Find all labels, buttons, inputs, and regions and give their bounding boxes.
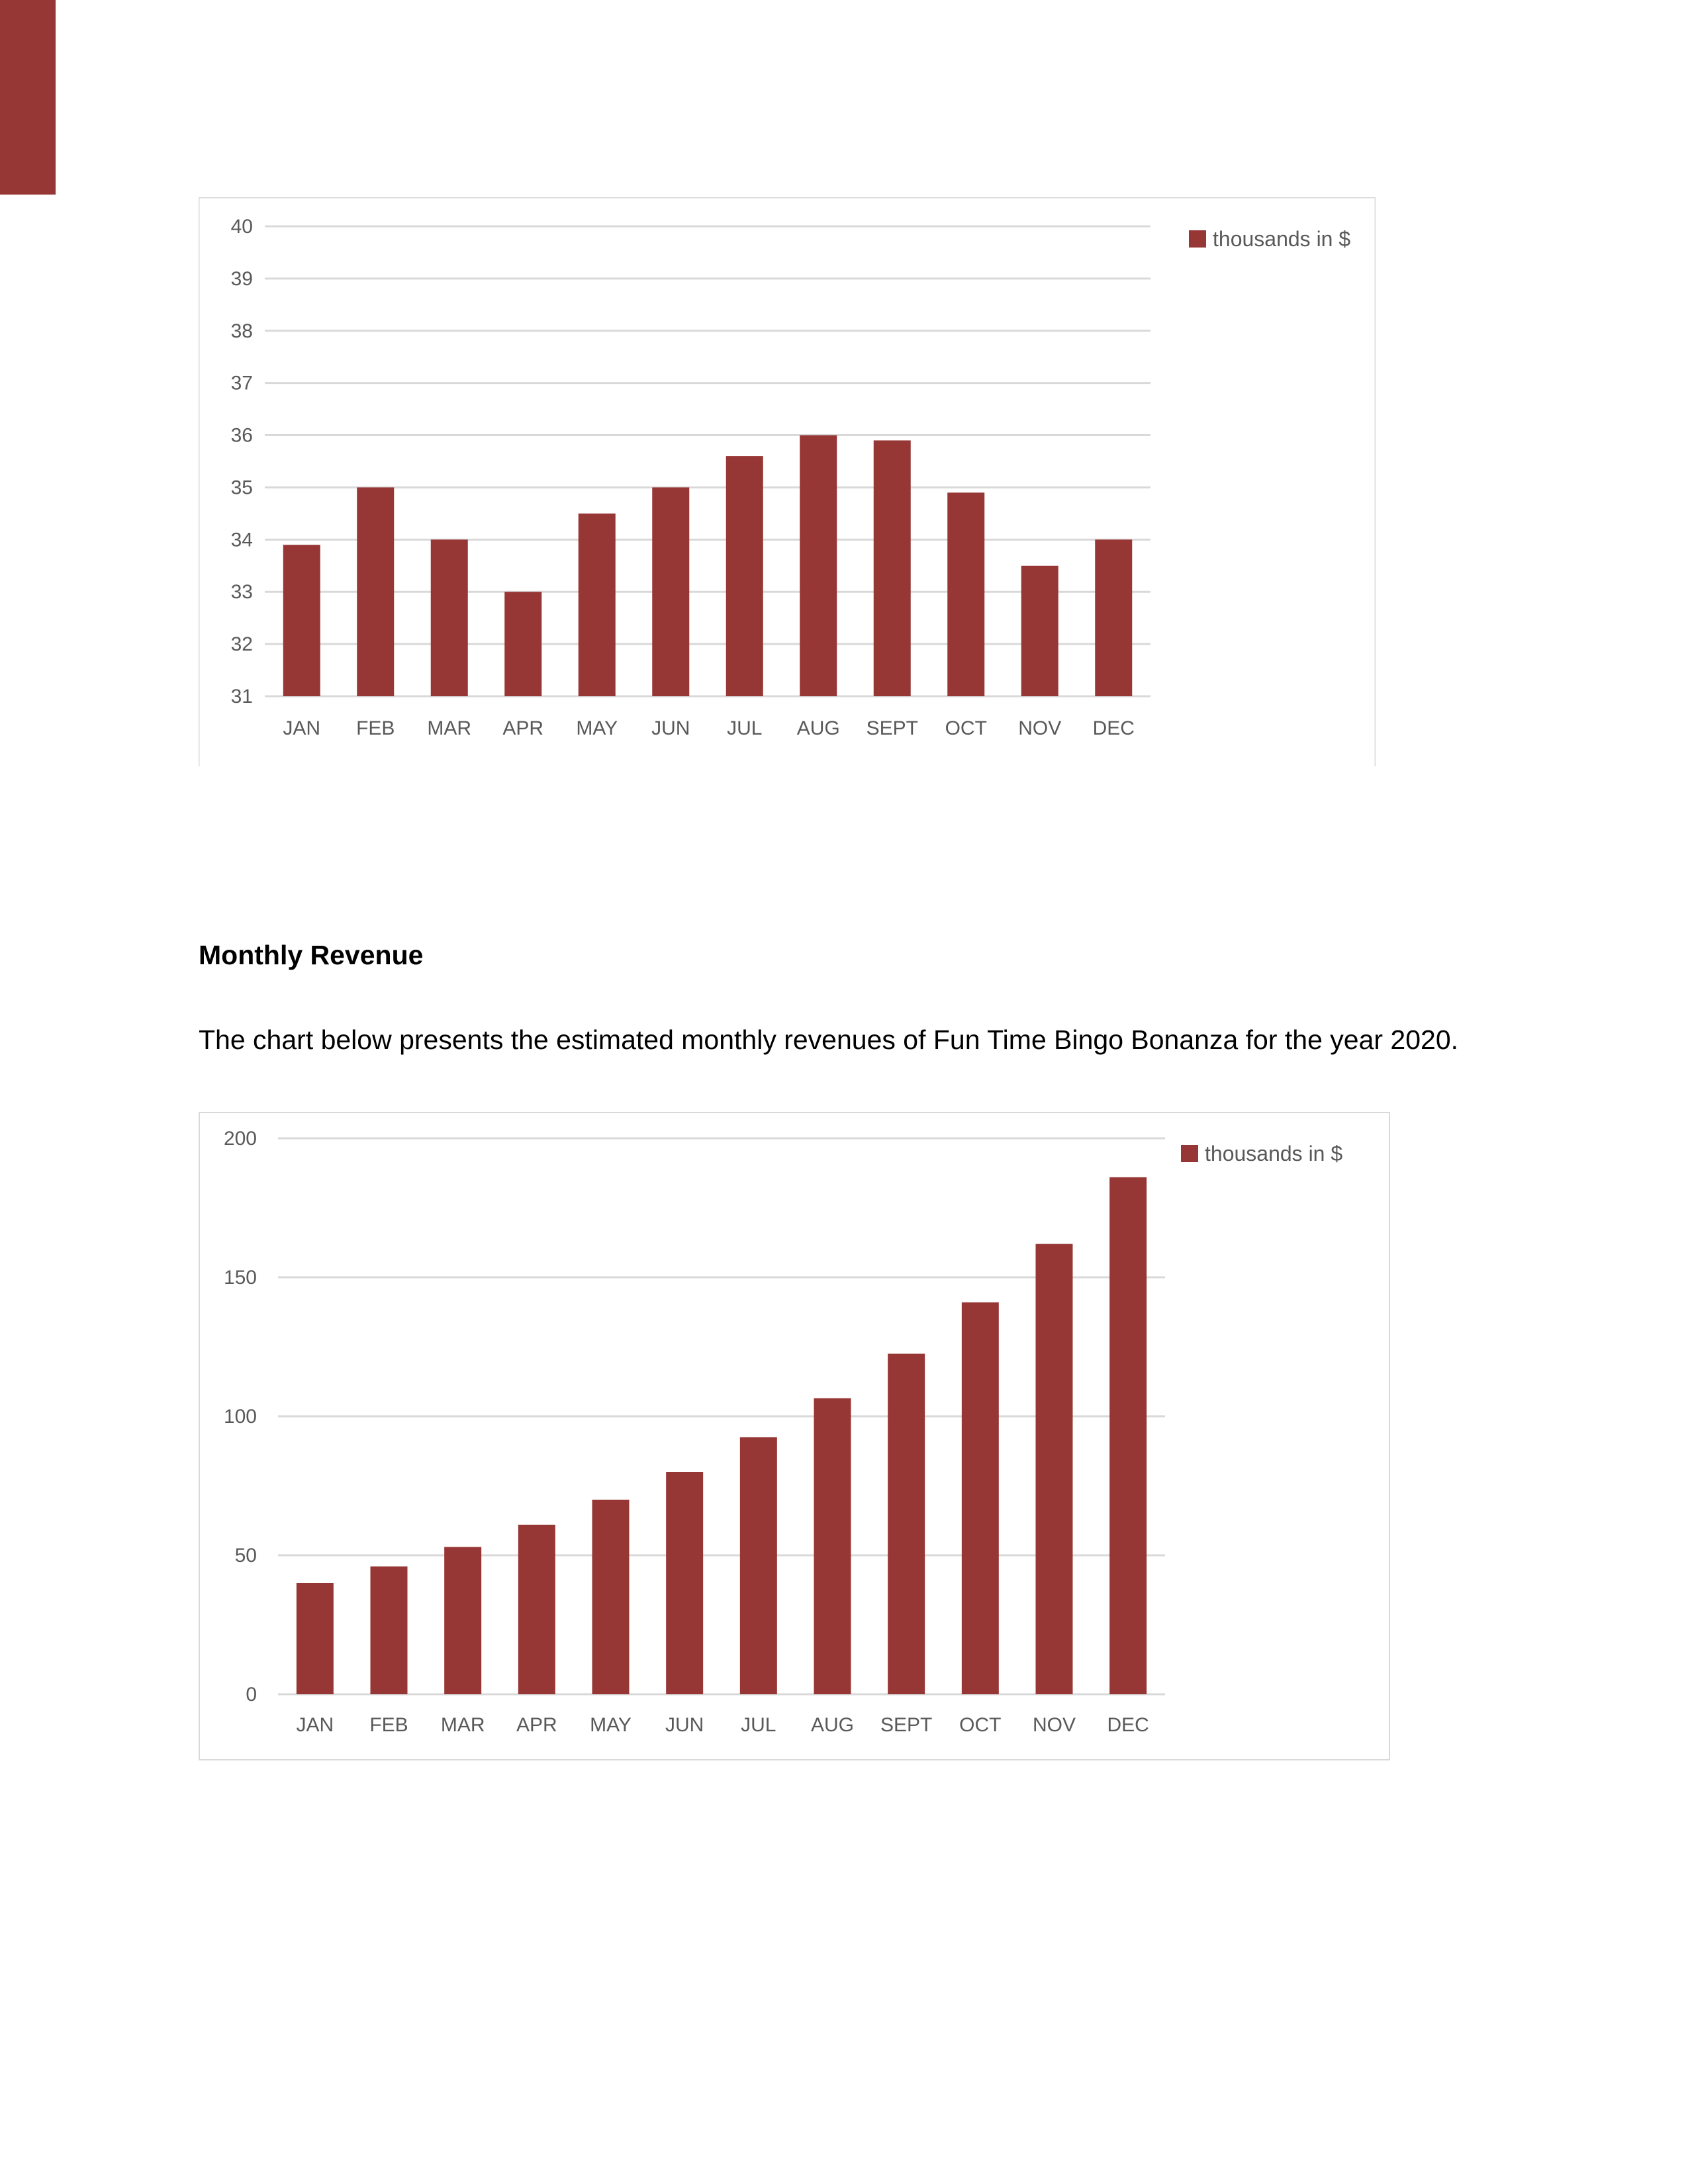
y-tick-label: 0 [246, 1684, 257, 1706]
x-tick-label: JUN [651, 717, 690, 739]
bar-feb [371, 1567, 408, 1694]
bar-jan [283, 545, 320, 696]
bar-may [592, 1500, 630, 1694]
x-tick-label: NOV [1018, 717, 1062, 739]
bar-nov [1021, 566, 1058, 696]
x-tick-label: SEPT [866, 717, 918, 739]
y-tick-label: 150 [223, 1267, 257, 1289]
bar-jun [666, 1472, 703, 1694]
x-tick-label: DEC [1107, 1714, 1149, 1736]
bar-apr [518, 1525, 555, 1694]
bar-chart-top [199, 197, 1376, 766]
legend-swatch [1189, 230, 1206, 248]
x-tick-label: JUL [741, 1714, 776, 1736]
x-tick-label: MAY [576, 717, 618, 739]
bar-chart-revenue [199, 1112, 1390, 1760]
x-tick-label: MAR [427, 717, 472, 739]
bar-jul [740, 1437, 777, 1695]
y-tick-label: 31 [230, 686, 253, 707]
y-tick-label: 36 [230, 424, 253, 447]
legend-label: thousands in $ [1213, 227, 1351, 251]
y-tick-label: 38 [230, 320, 253, 342]
bar-mar [431, 539, 468, 696]
x-tick-label: AUG [796, 717, 840, 739]
y-tick-label: 33 [230, 581, 253, 604]
bar-jan [297, 1583, 334, 1694]
y-tick-label: 50 [234, 1545, 257, 1567]
bar-dec [1095, 539, 1132, 696]
legend-label: thousands in $ [1205, 1142, 1343, 1165]
bar-oct [947, 492, 984, 696]
x-tick-label: AUG [810, 1714, 855, 1736]
section-intro-text: The chart below presents the estimated monthly revenues of Fun Time Bingo Bonanza for the year 2020. [199, 1024, 1459, 1055]
monthly-revenue-chart [199, 1112, 1390, 1760]
x-tick-label: FEB [356, 717, 395, 739]
bar-aug [800, 435, 837, 696]
y-tick-label: 35 [230, 477, 253, 499]
bar-sept [874, 440, 911, 696]
x-tick-label: OCT [959, 1714, 1002, 1736]
bar-mar [444, 1547, 481, 1694]
bar-oct [962, 1302, 999, 1694]
y-tick-label: 32 [230, 633, 253, 656]
x-tick-label: APR [502, 717, 544, 739]
page-corner-accent [0, 0, 56, 195]
x-tick-label: MAY [590, 1714, 632, 1736]
y-tick-label: 39 [230, 267, 253, 290]
section-heading: Monthly Revenue [199, 940, 424, 970]
x-tick-label: JUN [665, 1714, 704, 1736]
y-tick-label: 40 [230, 216, 253, 238]
y-tick-label: 100 [223, 1406, 257, 1428]
monthly-chart-top [199, 197, 1376, 766]
legend-swatch [1181, 1145, 1198, 1162]
y-tick-label: 37 [230, 372, 253, 394]
x-tick-label: FEB [369, 1714, 408, 1736]
x-tick-label: APR [516, 1714, 557, 1736]
x-tick-label: OCT [945, 717, 987, 739]
bar-nov [1036, 1244, 1073, 1694]
x-tick-label: JAN [296, 1714, 334, 1736]
x-tick-label: NOV [1032, 1714, 1076, 1736]
x-tick-label: JUL [727, 717, 763, 739]
bar-jul [726, 456, 763, 696]
y-tick-label: 34 [230, 529, 253, 551]
y-tick-label: 200 [223, 1128, 257, 1150]
x-tick-label: JAN [283, 717, 321, 739]
bar-sept [888, 1354, 925, 1695]
bar-apr [504, 592, 541, 696]
bar-jun [652, 487, 689, 696]
bar-dec [1109, 1177, 1147, 1694]
bar-feb [357, 487, 394, 696]
x-tick-label: DEC [1092, 717, 1135, 739]
x-tick-label: SEPT [880, 1714, 933, 1736]
bar-aug [814, 1398, 851, 1694]
bar-may [579, 514, 616, 696]
x-tick-label: MAR [440, 1714, 485, 1736]
